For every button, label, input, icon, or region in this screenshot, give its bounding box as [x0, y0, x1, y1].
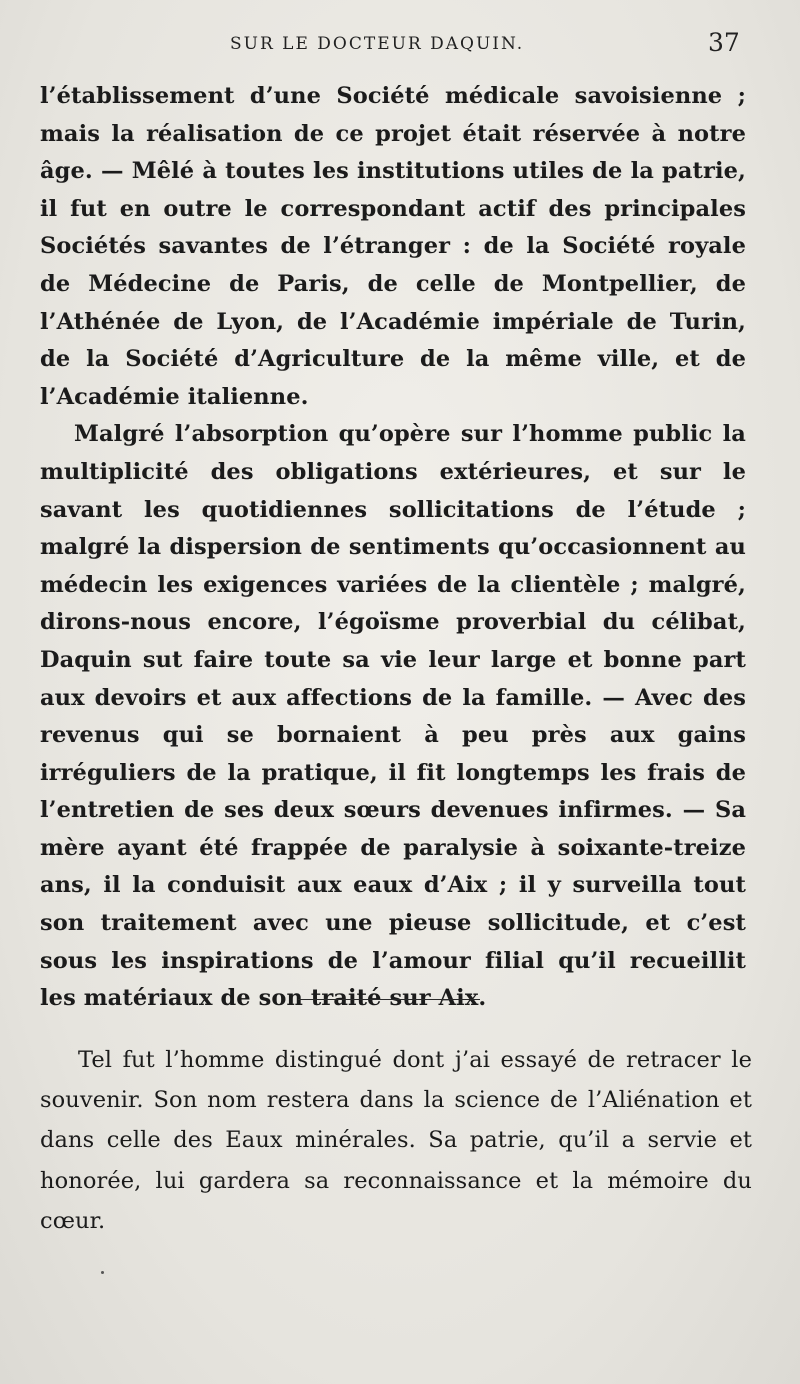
closing-paragraph: Tel fut l’homme distingué dont j’ai essayé de retracer le souvenir. Son nom restera dans la science de l’Aliénation et dans celle des Eaux minérales. Sa patrie, qu’il a servie et honorée, lui gardera sa reconnaissance et la mémoire du cœur. [40, 1047, 752, 1234]
ink-speck [101, 1271, 104, 1274]
closing-text [40, 1040, 752, 1241]
running-title: SUR LE DOCTEUR DAQUIN. [230, 34, 525, 54]
paragraph-1: l’établissement d’une Société médicale savoisienne ; mais la réalisation de ce projet était réservée à notre âge. — Mêlé à toutes les institutions utiles de la patrie, il fut en outre le correspondant actif des principales Sociétés savantes de l’étranger : de la Société royale de Médecine de Paris, de celle de Montpellier, de l’Athénée de Lyon, de l’Académie impériale de Turin, de la Société d’Agriculture de la même ville, et de l’Académie italienne. [40, 83, 746, 410]
paragraph-2: Malgré l’absorption qu’opère sur l’homme public la multiplicité des obligations extérieures, et sur le savant les quotidiennes sollicitations de l’étude ; malgré la dispersion de sentiments qu’occasionnent au médecin les exigences variées de la clientèle ; malgré, dirons-nous encore, l’égoïsme proverbial du célibat, Daquin sut faire toute sa vie leur large et bonne part aux devoirs et aux affections de la famille. — Avec des revenus qui se bornaient à peu près aux gains irréguliers de la pratique, il fit longtemps les frais de l’entretien de ses deux sœurs devenues infirmes. — Sa mère ayant été frappée de paralysie à soixante-treize ans, il la conduisit aux eaux d’Aix ; il y surveilla tout son traitement avec une pieuse sollicitude, et c’est sous les inspirations de l’amour filial qu’il recueillit les matériaux de son traité sur Aix. [40, 421, 746, 1012]
section-divider [298, 999, 480, 1000]
main-text [40, 78, 746, 1018]
page-number: 37 [708, 28, 740, 57]
